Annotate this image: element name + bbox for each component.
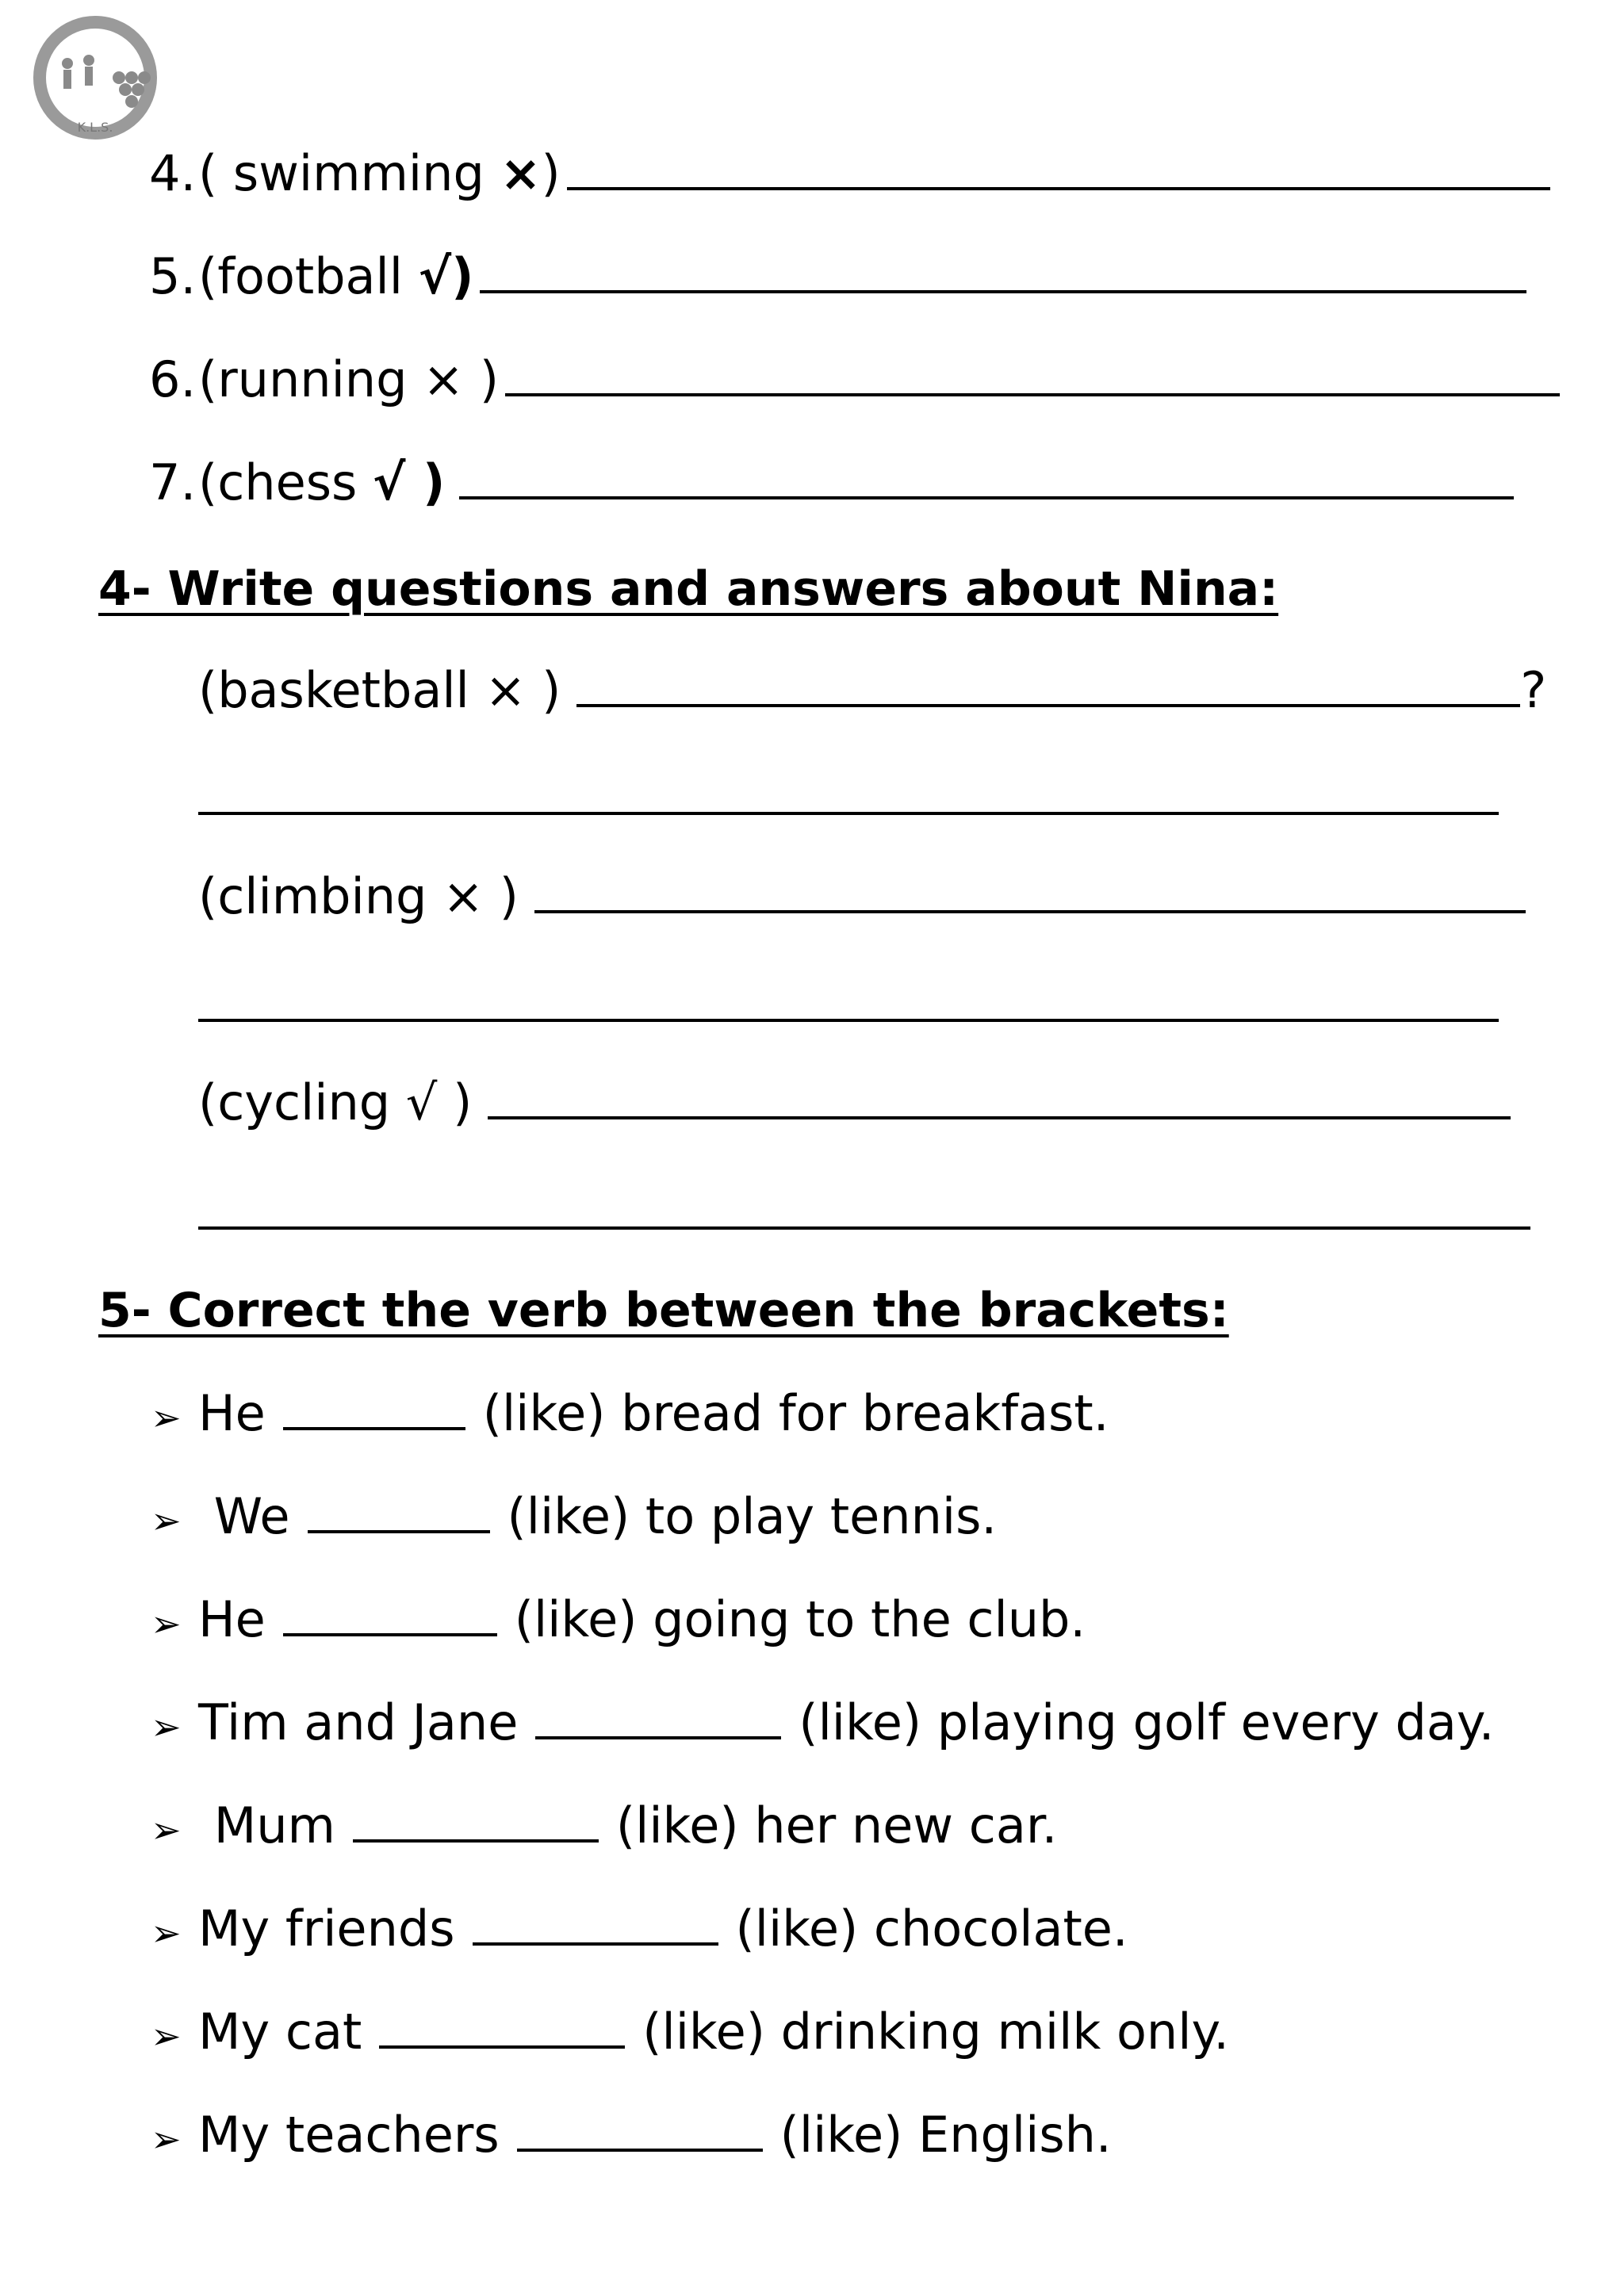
verb-item: ➢ He (like) bread for breakfast.	[151, 1384, 1109, 1442]
answer-blank[interactable]	[576, 702, 1520, 707]
answer-blank[interactable]	[283, 1425, 465, 1430]
arrow-bullet-icon: ➢	[151, 1499, 182, 1542]
verb-item: ➢ My cat (like) drinking milk only.	[151, 2003, 1229, 2061]
arrow-bullet-icon: ➢	[151, 1396, 182, 1439]
nina-question-climbing: (climbing × )	[198, 872, 1526, 921]
verb-item: ➢ My friends (like) chocolate.	[151, 1900, 1128, 1957]
school-logo	[24, 14, 174, 141]
verb-item: ➢ He (like) going to the club.	[151, 1590, 1086, 1648]
answer-blank[interactable]	[567, 186, 1550, 190]
exercise-item-5: 5. (football √ )	[149, 252, 1526, 301]
exercise-item-6: 6. (running × )	[149, 355, 1560, 404]
answer-blank[interactable]	[480, 289, 1526, 293]
exercise-item-7: 7. (chess √ )	[149, 458, 1514, 507]
exercise-item-4: 4. ( swimming × )	[149, 149, 1550, 198]
answer-blank[interactable]	[534, 909, 1526, 913]
logo-initials: K.L.S.	[77, 120, 113, 135]
answer-blank[interactable]	[535, 1735, 781, 1739]
section-4-heading: 4- Write questions and answers about Nina:	[98, 561, 1279, 617]
answer-line[interactable]	[198, 1017, 1499, 1022]
arrow-bullet-icon: ➢	[151, 1808, 182, 1851]
arrow-bullet-icon: ➢	[151, 2015, 182, 2057]
verb-item: ➢ My teachers (like) English.	[151, 2106, 1112, 2164]
verb-item: ➢ Tim and Jane (like) playing golf every day.	[151, 1693, 1495, 1751]
nina-question-basketball: (basketball × ) ?	[198, 661, 1547, 719]
arrow-bullet-icon: ➢	[151, 1911, 182, 1954]
arrow-bullet-icon: ➢	[151, 2118, 182, 2160]
arrow-bullet-icon: ➢	[151, 1705, 182, 1748]
answer-blank[interactable]	[488, 1115, 1511, 1119]
section-5-heading: 5- Correct the verb between the brackets:	[98, 1283, 1229, 1338]
verb-item: ➢ We (like) to play tennis.	[151, 1487, 998, 1545]
answer-line[interactable]	[198, 1225, 1530, 1230]
arrow-bullet-icon: ➢	[151, 1602, 182, 1645]
answer-blank[interactable]	[283, 1632, 497, 1636]
verb-item: ➢ Mum (like) her new car.	[151, 1797, 1058, 1854]
answer-blank[interactable]	[517, 2147, 763, 2152]
answer-blank[interactable]	[459, 495, 1514, 499]
answer-line[interactable]	[198, 810, 1499, 815]
answer-blank[interactable]	[353, 1838, 599, 1843]
answer-blank[interactable]	[505, 392, 1560, 396]
nina-question-cycling: (cycling √ )	[198, 1078, 1511, 1127]
answer-blank[interactable]	[308, 1529, 490, 1533]
answer-blank[interactable]	[473, 1941, 718, 1946]
answer-blank[interactable]	[379, 2044, 625, 2049]
